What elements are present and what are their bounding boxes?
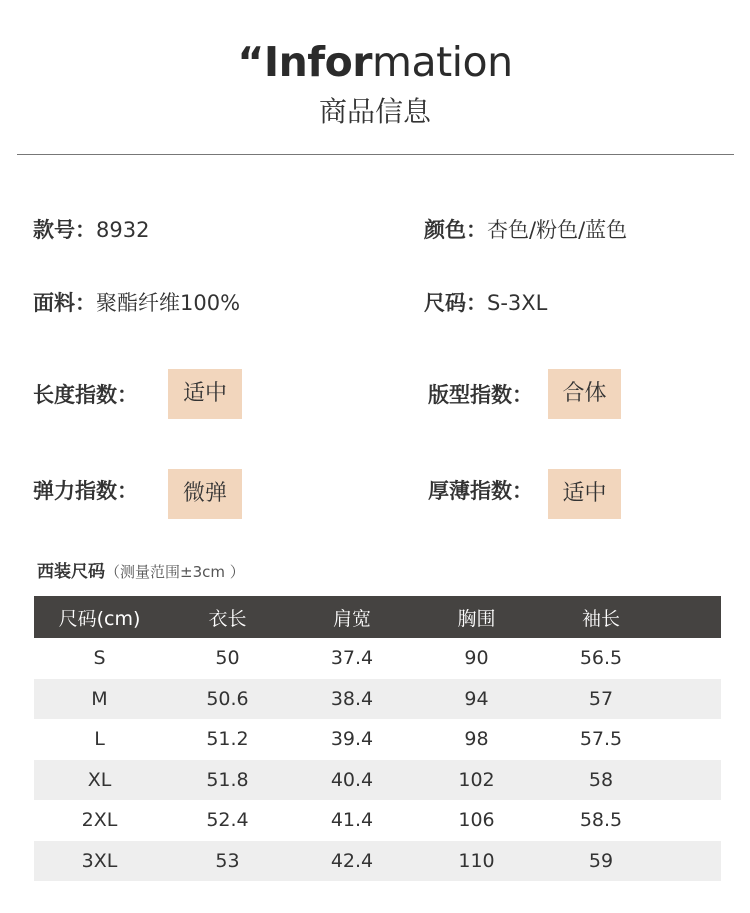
- table-row: [34, 841, 721, 882]
- cell-chest: 90: [464, 647, 489, 670]
- cell-length: 53: [215, 849, 240, 872]
- cell-size: S: [93, 647, 106, 670]
- header-cell-shoulder: 肩宽: [332, 607, 371, 630]
- style-number-label: 款号：: [33, 218, 96, 242]
- fit-index-badge: 合体: [548, 369, 621, 419]
- fabric-value: 聚酯纤维100%: [96, 291, 241, 315]
- cell-length: 51.2: [206, 728, 249, 751]
- cell-size: XL: [87, 768, 112, 791]
- cell-length: 52.4: [206, 809, 249, 832]
- fabric-field: [33, 288, 240, 318]
- page-title: [0, 34, 750, 90]
- size-range-field: [424, 288, 547, 318]
- cell-sleeve: 59: [588, 849, 614, 872]
- size-table: [34, 596, 721, 881]
- cell-chest: 98: [464, 728, 489, 751]
- cell-shoulder: 37.4: [330, 647, 374, 670]
- cell-shoulder: 40.4: [330, 768, 374, 791]
- title-bold-part: Infor: [263, 38, 372, 86]
- thickness-index-badge: 适中: [548, 469, 621, 519]
- cell-shoulder: 39.4: [330, 728, 374, 751]
- title-light-part: mation: [372, 38, 513, 86]
- cell-chest: 110: [458, 849, 495, 872]
- size-table-header: [34, 596, 721, 638]
- cell-length: 50: [215, 647, 240, 670]
- header-cell-chest: 胸围: [457, 607, 496, 630]
- size-range-label: 尺码：: [424, 291, 487, 315]
- cell-sleeve: 56.5: [579, 647, 623, 670]
- cell-length: 50.6: [206, 687, 249, 710]
- table-row: [34, 760, 721, 801]
- style-number-field: [33, 215, 149, 245]
- thickness-index-label: 厚薄指数：: [428, 479, 533, 503]
- cell-sleeve: 57: [588, 687, 614, 710]
- color-field: [424, 215, 627, 245]
- elasticity-index-label: 弹力指数：: [33, 479, 138, 503]
- cell-size: 2XL: [81, 809, 118, 832]
- color-value: 杏色/粉色/蓝色: [487, 218, 628, 242]
- table-row: [34, 719, 721, 760]
- cell-sleeve: 58.5: [579, 809, 623, 832]
- cell-size: M: [91, 687, 108, 710]
- cell-chest: 94: [464, 687, 489, 710]
- title-quote: “: [237, 38, 264, 86]
- cell-sleeve: 58: [588, 768, 614, 791]
- cell-chest: 102: [458, 768, 495, 791]
- cell-size: 3XL: [81, 849, 118, 872]
- header-cell-size: 尺码(cm): [58, 607, 141, 630]
- size-range-value: S-3XL: [487, 291, 548, 315]
- page-header: [0, 34, 750, 132]
- cell-length: 51.8: [206, 768, 249, 791]
- elasticity-index-badge: 微弹: [168, 469, 242, 519]
- length-index-badge: 适中: [168, 369, 242, 419]
- size-table-title-text: 西装尺码: [37, 562, 105, 582]
- cell-shoulder: 41.4: [330, 809, 374, 832]
- cell-chest: 106: [458, 809, 495, 832]
- table-row: [34, 679, 721, 720]
- header-cell-sleeve: 袖长: [581, 607, 620, 630]
- cell-shoulder: 38.4: [330, 687, 374, 710]
- header-cell-length: 衣长: [208, 607, 247, 630]
- length-index-label: 长度指数：: [33, 383, 138, 407]
- fit-index-label: 版型指数：: [428, 383, 533, 407]
- cell-sleeve: 57.5: [579, 728, 623, 751]
- header-divider: [17, 154, 734, 155]
- fabric-label: 面料：: [33, 291, 96, 315]
- table-row: [34, 800, 721, 841]
- size-table-title: [37, 560, 245, 584]
- style-number-value: 8932: [96, 218, 150, 242]
- size-table-note: （测量范围±3cm ）: [105, 563, 245, 581]
- table-row: [34, 638, 721, 679]
- cell-size: L: [94, 728, 105, 751]
- cell-shoulder: 42.4: [330, 849, 374, 872]
- page-subtitle: 商品信息: [318, 95, 431, 128]
- color-label: 颜色：: [424, 218, 487, 242]
